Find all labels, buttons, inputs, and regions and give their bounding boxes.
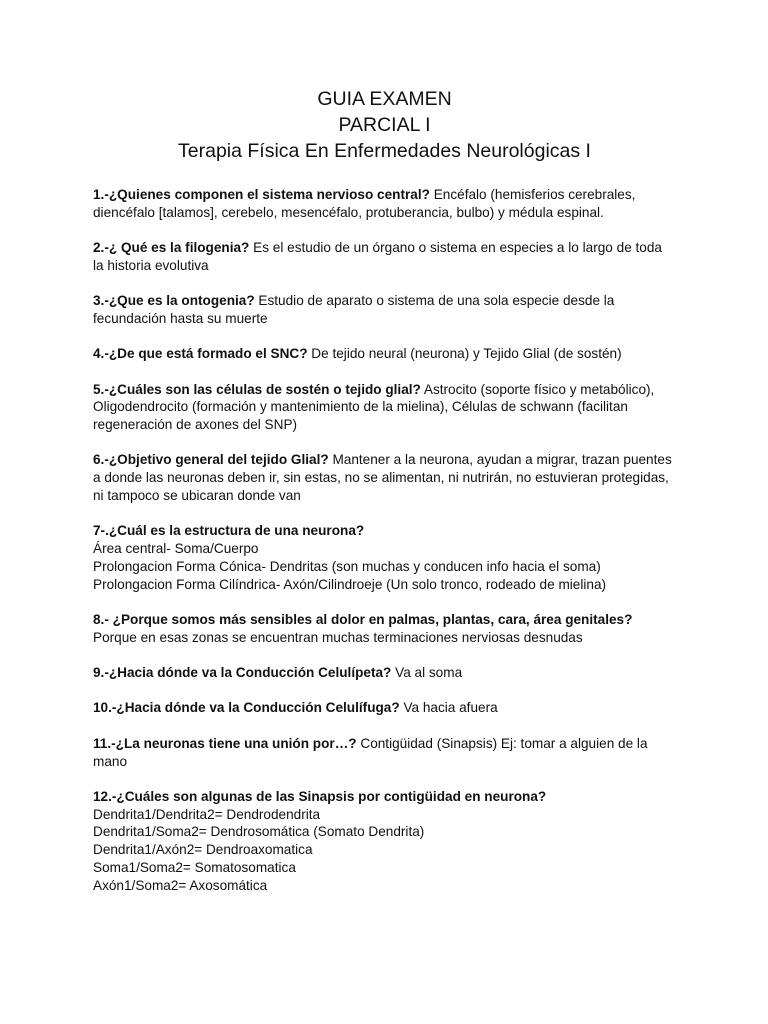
answer-text: Es el estudio de un órgano o sistema en especies a lo largo de toda la historia evolutiva	[93, 240, 662, 273]
question-text: 3.-¿Que es la ontogenia?	[93, 293, 255, 309]
answer-line: Axón1/Soma2= Axosomática	[93, 877, 268, 893]
answer-text: Va hacia afuera	[399, 700, 498, 716]
question-10	[93, 699, 676, 717]
document-title	[93, 86, 676, 164]
question-text: 5.-¿Cuáles son las células de sostén o tejido glial?	[93, 381, 421, 397]
question-5	[93, 381, 676, 434]
answer-text: Contigüidad (Sinapsis) Ej: tomar a alguien de la mano	[93, 735, 648, 769]
answer-text: Mantener a la neurona, ayudan a migrar, trazan puentes a donde las neuronas deben ir, sin estas, no se alimentan, ni nutrirán, no estuvieran protegidas, ni tampoco se ubicaran donde van	[93, 452, 672, 504]
answer-line: Dendrita1/Axón2= Dendroaxomatica	[93, 842, 313, 858]
question-text: 11.-¿La neuronas tiene una unión por…?	[93, 735, 357, 751]
answer-line: Prolongacion Forma Cilíndrica- Axón/Cilindroeje (Un solo tronco, rodeado de mielina)	[93, 576, 607, 592]
title-line-3: Terapia Física En Enfermedades Neurológicas I	[178, 140, 591, 162]
answer-line: Área central- Soma/Cuerpo	[93, 541, 259, 557]
question-text: 12.-¿Cuáles son algunas de las Sinapsis por contigüidad en neurona?	[93, 788, 547, 804]
question-3	[93, 292, 676, 328]
question-text: 2.-¿ Qué es la filogenia?	[93, 240, 250, 256]
title-line-1: GUIA EXAMEN	[317, 88, 452, 110]
question-text: 7-.¿Cuál es la estructura de una neurona?	[93, 523, 365, 539]
question-text: 1.-¿Quienes componen el sistema nervioso central?	[93, 187, 430, 202]
answer-line: Prolongacion Forma Cónica- Dendritas (son muchas y conducen info hacia el soma)	[93, 558, 601, 574]
question-9	[93, 664, 676, 682]
question-text: 4.-¿De que está formado el SNC?	[93, 346, 308, 362]
answer-line: Dendrita1/Dendrita2= Dendrodendrita	[93, 806, 321, 822]
question-12	[93, 788, 676, 895]
title-line-2: PARCIAL I	[338, 114, 431, 136]
question-text: 9.-¿Hacia dónde va la Conducción Celulípeta?	[93, 665, 392, 681]
answer-line: Porque en esas zonas se encuentran muchas terminaciones nerviosas desnudas	[93, 629, 583, 645]
answer-text: Va al soma	[391, 665, 463, 681]
question-6	[93, 451, 676, 504]
answer-line: Dendrita1/Soma2= Dendrosomática (Somato Dendrita)	[93, 824, 425, 840]
question-8	[93, 611, 676, 647]
answer-text: Estudio de aparato o sistema de una sola especie desde la fecundación hasta su muerte	[93, 293, 615, 326]
answer-text: De tejido neural (neurona) y Tejido Glial (de sostén)	[307, 346, 622, 362]
answer-line: Soma1/Soma2= Somatosomatica	[93, 860, 296, 876]
question-text: 10.-¿Hacia dónde va la Conducción Celulífuga?	[93, 700, 400, 716]
question-4	[93, 345, 676, 363]
question-11	[93, 735, 676, 771]
question-text: 8.- ¿Porque somos más sensibles al dolor en palmas, plantas, cara, área genitales?	[93, 612, 633, 628]
question-text: 6.-¿Objetivo general del tejido Glial?	[93, 452, 329, 468]
question-2	[93, 239, 676, 275]
question-7	[93, 522, 676, 593]
answer-text: Astrocito (soporte físico y metabólico), Oligodendrocito (formación y mantenimiento de la mielina), Células de schwann (facilitan regeneración de axones del SNP)	[93, 381, 655, 433]
question-1	[93, 186, 676, 222]
answer-text: Encéfalo (hemisferios cerebrales, diencéfalo [talamos], cerebelo, mesencéfalo, protuberancia, bulbo) y médula espinal.	[93, 187, 636, 220]
